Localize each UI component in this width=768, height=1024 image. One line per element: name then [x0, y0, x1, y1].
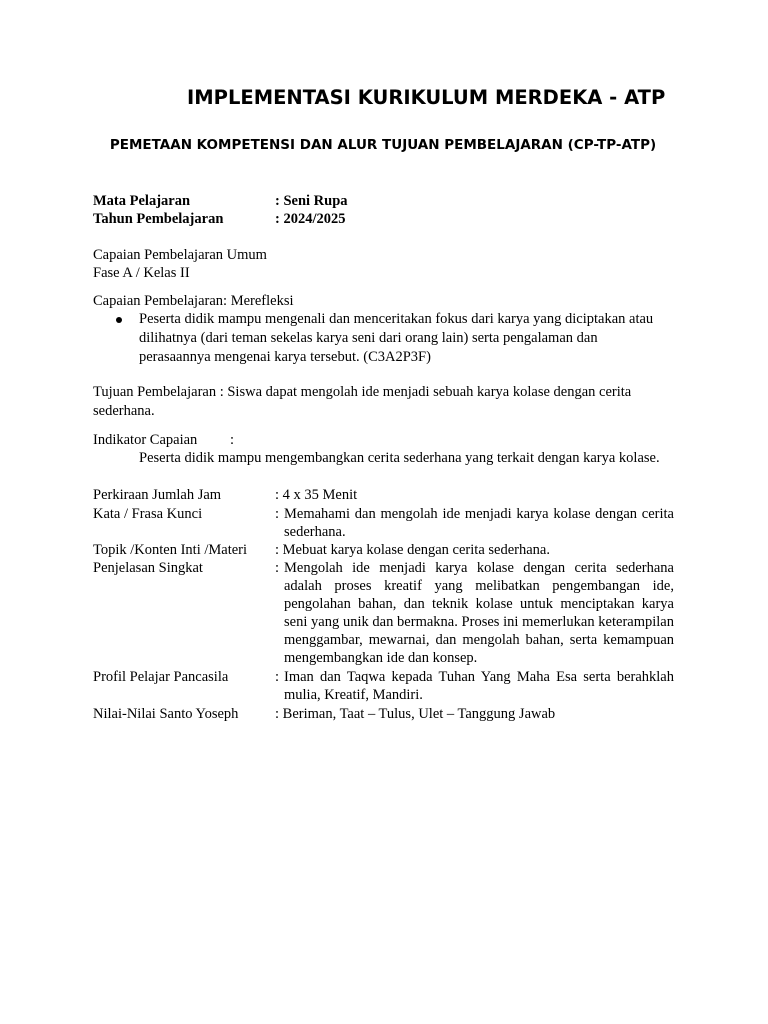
cp-fase: Fase A / Kelas II [93, 265, 190, 281]
tahun-label: Tahun Pembelajaran [93, 211, 224, 227]
bullet-icon [116, 317, 122, 323]
cp-heading: Capaian Pembelajaran: Merefleksi [93, 293, 294, 309]
mapel-value: : Seni Rupa [275, 193, 348, 209]
cp-umum: Capaian Pembelajaran Umum [93, 247, 267, 263]
profil-colon: : [275, 669, 280, 685]
penjelasan-label: Penjelasan Singkat [93, 560, 203, 576]
tujuan-pembelajaran: Tujuan Pembelajaran : Siswa dapat mengolah ide menjadi sebuah karya kolase dengan cerita sederhana. [93, 384, 632, 419]
indikator-colon: : [230, 432, 235, 448]
nilai-value: : Beriman, Taat – Tulus, Ulet – Tanggung Jawab [275, 706, 556, 722]
mapel-label: Mata Pelajaran [93, 193, 191, 209]
page-subtitle: PEMETAAN KOMPETENSI DAN ALUR TUJUAN PEMBELAJARAN (CP-TP-ATP) [109, 137, 657, 153]
penjelasan-value: Mengolah ide menjadi karya kolase dengan cerita sederhana adalah proses kreatif yang melibatkan pengembangan ide, pengolahan bahan, dan teknik kolase untuk menciptakan karya seni yang unik dan bermakna. Proses ini memerlukan keterampilan menggambar, mewarnai, dan mengolah bahan, serta kemampuan mengembangkan ide dan konsep. [284, 560, 674, 666]
kata-colon: : [275, 506, 280, 522]
penjelasan-colon: : [275, 560, 280, 576]
topik-value: : Mebuat karya kolase dengan cerita sederhana. [275, 542, 550, 558]
jam-label: Perkiraan Jumlah Jam [93, 487, 222, 503]
kata-value: Memahami dan mengolah ide menjadi karya kolase dengan cerita sederhana. [284, 506, 674, 540]
page-title: IMPLEMENTASI KURIKULUM MERDEKA - ATP [187, 86, 666, 109]
topik-label: Topik /Konten Inti /Materi [93, 542, 248, 558]
profil-value: Iman dan Taqwa kepada Tuhan Yang Maha Esa serta berahklah mulia, Kreatif, Mandiri. [284, 669, 674, 703]
profil-label: Profil Pelajar Pancasila [93, 669, 229, 685]
kata-label: Kata / Frasa Kunci [93, 506, 203, 522]
tahun-value: : 2024/2025 [275, 211, 346, 227]
jam-value: : 4 x 35 Menit [275, 487, 358, 503]
cp-bullet-text: Peserta didik mampu mengenali dan menceritakan fokus dari karya yang diciptakan atau dilihatnya (dari teman sekelas karya seni dari orang lain) serta pengalaman dan perasaannya mengenai karya tersebut. (C3A2P3F) [139, 311, 654, 365]
indikator-text: Peserta didik mampu mengembangkan cerita sederhana yang terkait dengan karya kolase. [139, 450, 660, 466]
nilai-label: Nilai-Nilai Santo Yoseph [93, 706, 239, 722]
indikator-label: Indikator Capaian [93, 432, 198, 448]
